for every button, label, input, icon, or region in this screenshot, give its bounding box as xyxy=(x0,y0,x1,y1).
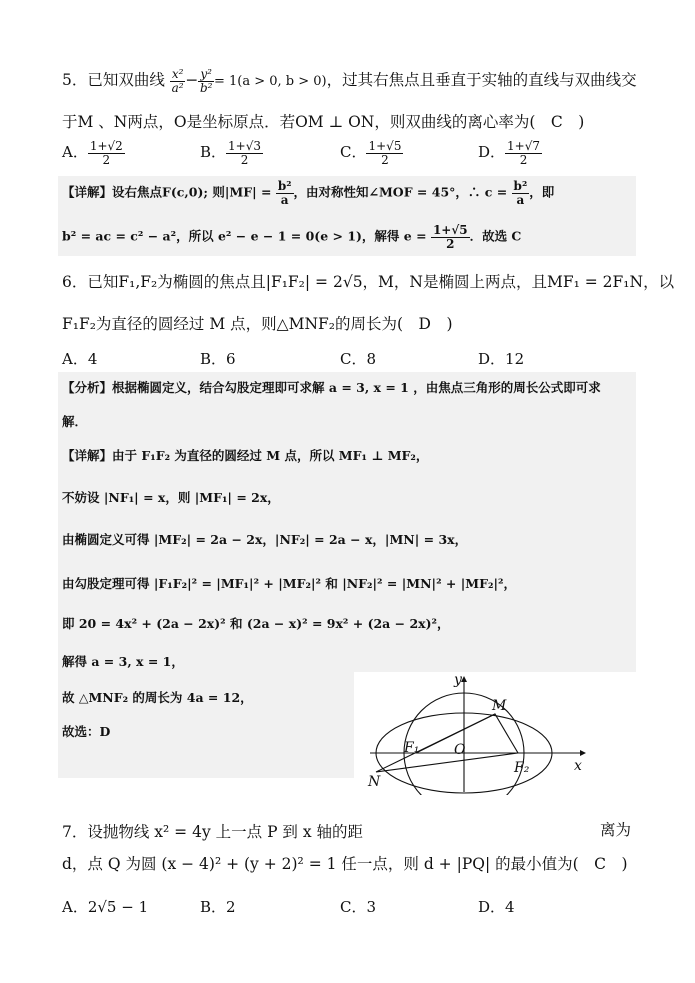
q7-line1-tail: 离为 xyxy=(600,821,632,839)
q5-solution-line1: 【详解】设右焦点F(c,0); 则|MF| = $\frac{\text{b²}}{a}$ ，由对称性知∠MOF = 45°，∴ c = $\frac{\text{b²}}{a}$ ，即 xyxy=(62,179,555,207)
q7-option-a[interactable]: A．2√5 − 1 xyxy=(62,898,149,916)
q6-detail-line8: 故选：D xyxy=(62,724,111,739)
q5-solution-line2: b² = ac = c² − a²，所以 e² − e − 1 = 0(e > 1)，解得 e = $\frac{1+√5}{2}$ ．故选 C xyxy=(62,223,522,251)
q5-post: ，过其右焦点且垂直于实轴的直线与双曲线交 xyxy=(326,71,637,90)
q5-frac-y: $\frac{\text{y²}}{\text{b²}}$ xyxy=(199,67,213,95)
q5-option-a[interactable]: A． $\frac{1+√2}{2}$ xyxy=(62,139,123,167)
label-f2: F₂ xyxy=(514,760,530,776)
q6-detail-line3: 由椭圆定义可得 |MF₂| = 2a − 2x，|NF₂| = 2a − x，|MN| = 3x， xyxy=(62,532,468,547)
q7-line2: d，点 Q 为圆 (x − 4)² + (y + 2)² = 1 任一点，则 d + |PQ| 的最小值为( C ) xyxy=(62,855,628,873)
label-f1: F₁ xyxy=(404,740,420,756)
q6-detail-line5: 即 20 = 4x² + (2a − 2x)² 和 (2a − x)² = 9x² + (2a − 2x)²， xyxy=(62,616,450,631)
q6-analysis-line1: 【分析】根据椭圆定义，结合勾股定理即可求解 a = 3, x = 1 ，由焦点三角形的周长公式即可求 xyxy=(62,380,601,395)
label-n: N xyxy=(368,774,381,790)
q6-option-b[interactable]: B．6 xyxy=(200,350,236,368)
q5-option-c[interactable]: C． $\frac{1+√5}{2}$ xyxy=(340,139,402,167)
q6-option-c[interactable]: C．8 xyxy=(340,350,377,368)
q6-line2: F₁F₂为直径的圆经过 M 点，则△MNF₂的周长为( D ) xyxy=(62,315,453,333)
q5-eq-rest: = 1(a > 0, b > 0) xyxy=(214,74,327,90)
label-o: O xyxy=(454,742,466,758)
q5-option-b[interactable]: B． $\frac{1+√3}{2}$ xyxy=(200,139,262,167)
q6-detail-line6: 解得 a = 3, x = 1， xyxy=(62,654,184,669)
q6-detail-line2: 不妨设 |NF₁| = x，则 |MF₁| = 2x， xyxy=(62,490,280,505)
q7-line1: 7．设抛物线 x² = 4y 上一点 P 到 x 轴的距 xyxy=(62,823,364,841)
q5-number: 5． xyxy=(62,71,88,90)
ellipse-figure xyxy=(360,670,590,799)
q5-line1: 5．已知双曲线 $\frac{\text{x²}}{\text{a²}}$ − $\frac{\text{y²}}{\text{b²}}$ = 1(a > 0, b > 0)，过其右焦点且垂直于实轴的直线与双曲线交 xyxy=(62,67,637,95)
q7-option-d[interactable]: D．4 xyxy=(478,898,515,916)
q5-option-d[interactable]: D． $\frac{1+√7}{2}$ xyxy=(478,139,541,167)
q6-detail-line1: 【详解】由于 F₁F₂ 为直径的圆经过 M 点，所以 MF₁ ⊥ MF₂， xyxy=(62,448,429,463)
q7-option-c[interactable]: C．3 xyxy=(340,898,377,916)
q6-detail-line4: 由勾股定理可得 |F₁F₂|² = |MF₁|² + |MF₂|² 和 |NF₂|² = |MN|² + |MF₂|²， xyxy=(62,576,516,591)
label-x: x xyxy=(574,758,582,774)
q7-option-b[interactable]: B．2 xyxy=(200,898,236,916)
q5-line2: 于M 、N两点，O是坐标原点．若OM ⊥ ON，则双曲线的离心率为( C ) xyxy=(62,113,585,131)
triangle-mnf2 xyxy=(376,714,518,772)
q6-line1: 6．已知F₁,F₂为椭圆的焦点且|F₁F₂| = 2√5，M，N是椭圆上两点，且MF₁ = 2F₁N，以 xyxy=(62,273,675,291)
q5-pre: 已知双曲线 xyxy=(87,71,165,90)
q6-option-a[interactable]: A．4 xyxy=(62,350,98,368)
q6-detail-line7: 故 △MNF₂ 的周长为 4a = 12， xyxy=(62,690,253,705)
label-y: y xyxy=(454,672,462,688)
q5-frac-x: $\frac{\text{x²}}{\text{a²}}$ xyxy=(171,67,184,95)
q6-option-d[interactable]: D．12 xyxy=(478,350,525,368)
q6-analysis-line2: 解． xyxy=(62,414,88,429)
label-m: M xyxy=(492,698,507,714)
